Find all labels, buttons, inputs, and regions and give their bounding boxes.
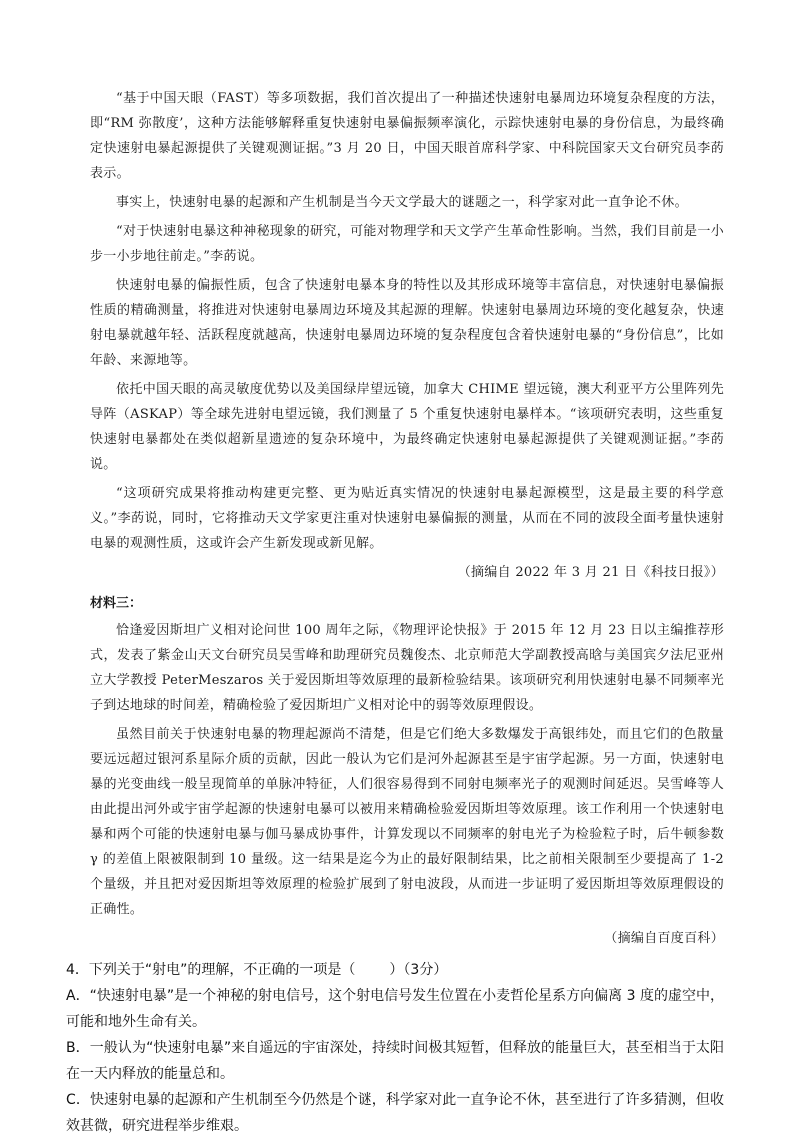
paragraph: “基于中国天眼（FAST）等多项数据，我们首次提出了一种描述快速射电暴周边环境复杂程度的方法，即“RM 弥散度’，这种方法能够解释重复快速射电暴偏振频率演化，示踪快速射电暴的身份信息，为最终确定快速射电暴起源提供了关键观测证据。”3 月 20 日，中国天眼首席科学家、中科院国家天文台研究员李菂表示。 [90,91,724,181]
question-stem-before: 4．下列关于“射电”的理解，不正确的一项是（ [66,962,356,978]
question-4 [66,957,724,1139]
option-a: A．“快速射电暴”是一个神秘的射电信号，这个射电信号发生位置在小麦哲伦星系方向偏离 3 度的虚空中，可能和地外生命有关。 [66,988,724,1030]
paragraph: “对于快速射电暴这种神秘现象的研究，可能对物理学和天文学产生革命性影响。当然，我们目前是一小步一小步地往前走。”李菂说。 [90,224,724,264]
material-two-source: （摘编自 2022 年 3 月 21 日《科技日报》） [457,565,724,580]
material-three-heading: 材料三： [90,596,143,611]
paragraph: 快速射电暴的偏振性质，包含了快速射电暴本身的特性以及其形成环境等丰富信息，对快速射电暴偏振性质的精确测量，将推进对快速射电暴周边环境及其起源的理解。快速射电暴周边环境的变化越复杂，快速射电暴就越年轻、活跃程度就越高，快速射电暴周边环境的复杂程度包含着快速射电暴的“身份信息”，比如年龄、来源地等。 [90,278,724,368]
option-c: C．快速射电暴的起源和产生机制至今仍然是个谜，科学家对此一直争论不休，甚至进行了许多猜测，但收效甚微，研究进程举步维艰。 [66,1092,724,1134]
option-b: B．一般认为“快速射电暴”来自遥远的宇宙深处，持续时间极其短暂，但释放的能量巨大，甚至相当于太阳在一天内释放的能量总和。 [66,1040,724,1082]
paragraph: 事实上，快速射电暴的起源和产生机制是当今天文学最大的谜题之一，科学家对此一直争论不休。 [116,195,688,210]
material-three-text [90,618,724,922]
question-stem-after: ）（3分） [389,962,448,978]
paragraph: 依托中国天眼的高灵敏度优势以及美国绿岸望远镜，加拿大 CHIME 望远镜，澳大利亚平方公里阵列先导阵（ASKAP）等全球先进射电望远镜，我们测量了 5 个重复快速射电暴样本。“该项研究表明，这些重复快速射电暴都处在类似超新星遗迹的复杂环境中，为最终确定快速射电暴起源提供了关键观测证据。”李菂说。 [90,382,724,472]
question-stem [66,957,724,983]
material-three-source: （摘编自百度百科） [604,931,724,946]
paragraph: 恰逢爱因斯坦广义相对论问世 100 周年之际，《物理评论快报》于 2015 年 12 月 23 日以主编推荐形式，发表了紫金山天文台研究员吴雪峰和助理研究员魏俊杰、北京师范大学副教授高晗与美国宾夕法尼亚州立大学教授 PeterMeszaros 关于爱因斯坦等效原理的最新检验结果。该项研究利用快速射电暴不同频率光子到达地球的时间差，精确检验了爱因斯坦广义相对论中的弱等效原理假设。 [90,623,724,713]
paragraph: “这项研究成果将推动构建更完整、更为贴近真实情况的快速射电暴起源模型，这是最主要的科学意义。”李菂说，同时，它将推动天文学家更注重对快速射电暴偏振的测量，从而在不同的波段全面考量快速射电暴的观测性质，这或许会产生新发现或新见解。 [90,486,724,551]
material-two-text [90,86,724,556]
paragraph: 虽然目前关于快速射电暴的物理起源尚不清楚，但是它们绝大多数爆发于高银纬处，而且它们的色散量要远远超过银河系星际介质的贡献，因此一般认为它们是河外起源甚至是宇宙学起源。另一方面，快速射电暴的光变曲线一般呈现简单的单脉冲特征，人们很容易得到不同射电频率光子的观测时间延迟。吴雪峰等人由此提出河外或宇宙学起源的快速射电暴可以被用来精确检验爱因斯坦等效原理。该工作利用一个快速射电暴和两个可能的快速射电暴与伽马暴成协事件，计算发现以不同频率的射电光子为检验粒子时，后牛顿参数 γ 的差值上限被限制到 10 量级。这一结果是迄今为止的最好限制结果，比之前相关限制至少要提高了 1-2 个量级，并且把对爱因斯坦等效原理的检验扩展到了射电波段，从而进一步证明了爱因斯坦等效原理假设的正确性。 [90,727,724,917]
